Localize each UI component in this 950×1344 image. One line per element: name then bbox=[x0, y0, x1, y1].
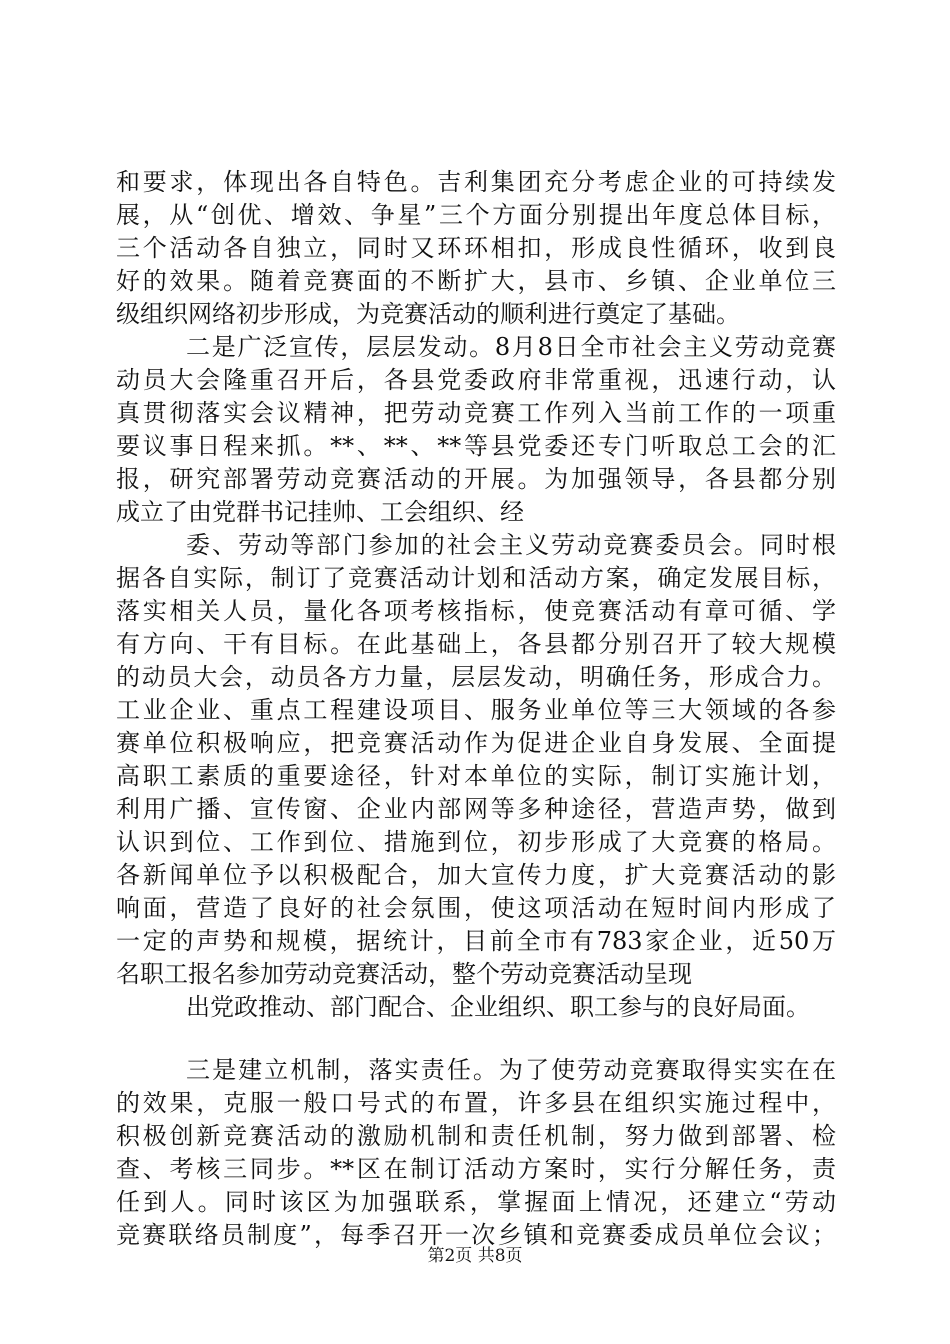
paragraph-start-line: 出党政推动、部门配合、企业组织、职工参与的良好局面。 bbox=[186, 993, 810, 1021]
text-line: 工业企业、重点工程建设项目、服务业单位等三大领域的各参 bbox=[116, 696, 836, 724]
paragraph-start-line: 委、劳动等部门参加的社会主义劳动竞赛委员会。同时根 bbox=[186, 531, 836, 559]
text-line: 竞赛联络员制度”，每季召开一次乡镇和竞赛委成员单位会议； bbox=[116, 1221, 836, 1249]
text-line: 高职工素质的重要途径，针对本单位的实际，制订实施计划， bbox=[116, 762, 836, 790]
text-line: 好的效果。随着竞赛面的不断扩大，县市、乡镇、企业单位三 bbox=[116, 267, 836, 295]
text-line: 展，从“创优、增效、争星”三个方面分别提出年度总体目标， bbox=[116, 201, 836, 229]
text-line: 的效果，克服一般口号式的布置，许多县在组织实施过程中， bbox=[116, 1089, 836, 1117]
paragraph-gap bbox=[116, 1024, 836, 1054]
text-line: 据各自实际，制订了竞赛活动计划和活动方案，确定发展目标， bbox=[116, 564, 836, 592]
text-line: 和要求，体现出各自特色。吉利集团充分考虑企业的可持续发 bbox=[116, 168, 836, 196]
text-line: 的动员大会，动员各方力量，层层发动，明确任务，形成合力。 bbox=[116, 663, 836, 691]
text-line: 动员大会隆重召开后，各县党委政府非常重视，迅速行动，认 bbox=[116, 366, 836, 394]
text-line: 响面，营造了良好的社会氛围，使这项活动在短时间内形成了 bbox=[116, 894, 836, 922]
text-line: 真贯彻落实会议精神，把劳动竞赛工作列入当前工作的一项重 bbox=[116, 399, 836, 427]
text-line: 一定的声势和规模，据统计，目前全市有783家企业，近50万 bbox=[116, 927, 836, 955]
text-line: 查、考核三同步。**区在制订活动方案时，实行分解任务，责 bbox=[116, 1155, 836, 1183]
text-line: 有方向、干有目标。在此基础上，各县都分别召开了较大规模 bbox=[116, 630, 836, 658]
text-line: 赛单位积极响应，把竞赛活动作为促进企业自身发展、全面提 bbox=[116, 729, 836, 757]
text-line: 各新闻单位予以积极配合，加大宣传力度，扩大竞赛活动的影 bbox=[116, 861, 836, 889]
body-text bbox=[116, 166, 836, 1252]
paragraph-start-line: 三是建立机制，落实责任。为了使劳动竞赛取得实实在在 bbox=[186, 1056, 836, 1084]
text-line: 任到人。同时该区为加强联系，掌握面上情况，还建立“劳动 bbox=[116, 1188, 836, 1216]
text-line: 积极创新竞赛活动的激励机制和责任机制，努力做到部署、检 bbox=[116, 1122, 836, 1150]
text-line: 名职工报名参加劳动竞赛活动，整个劳动竞赛活动呈现 bbox=[116, 960, 692, 988]
text-line: 利用广播、宣传窗、企业内部网等多种途径，营造声势，做到 bbox=[116, 795, 836, 823]
paragraph-start-line: 二是广泛宣传，层层发动。8月8日全市社会主义劳动竞赛 bbox=[186, 333, 836, 361]
text-line: 落实相关人员，量化各项考核指标，使竞赛活动有章可循、学 bbox=[116, 597, 836, 625]
text-line: 成立了由党群书记挂帅、工会组织、经 bbox=[116, 498, 524, 526]
page-number-footer: 第2页 共8页 bbox=[427, 1246, 523, 1266]
text-line: 认识到位、工作到位、措施到位，初步形成了大竞赛的格局。 bbox=[116, 828, 836, 856]
text-line: 级组织网络初步形成，为竞赛活动的顺利进行奠定了基础。 bbox=[116, 300, 740, 328]
text-line: 要议事日程来抓。**、**、**等县党委还专门听取总工会的汇 bbox=[116, 432, 836, 460]
text-line: 三个活动各自独立，同时又环环相扣，形成良性循环，收到良 bbox=[116, 234, 836, 262]
text-line: 报，研究部署劳动竞赛活动的开展。为加强领导，各县都分别 bbox=[116, 465, 836, 493]
